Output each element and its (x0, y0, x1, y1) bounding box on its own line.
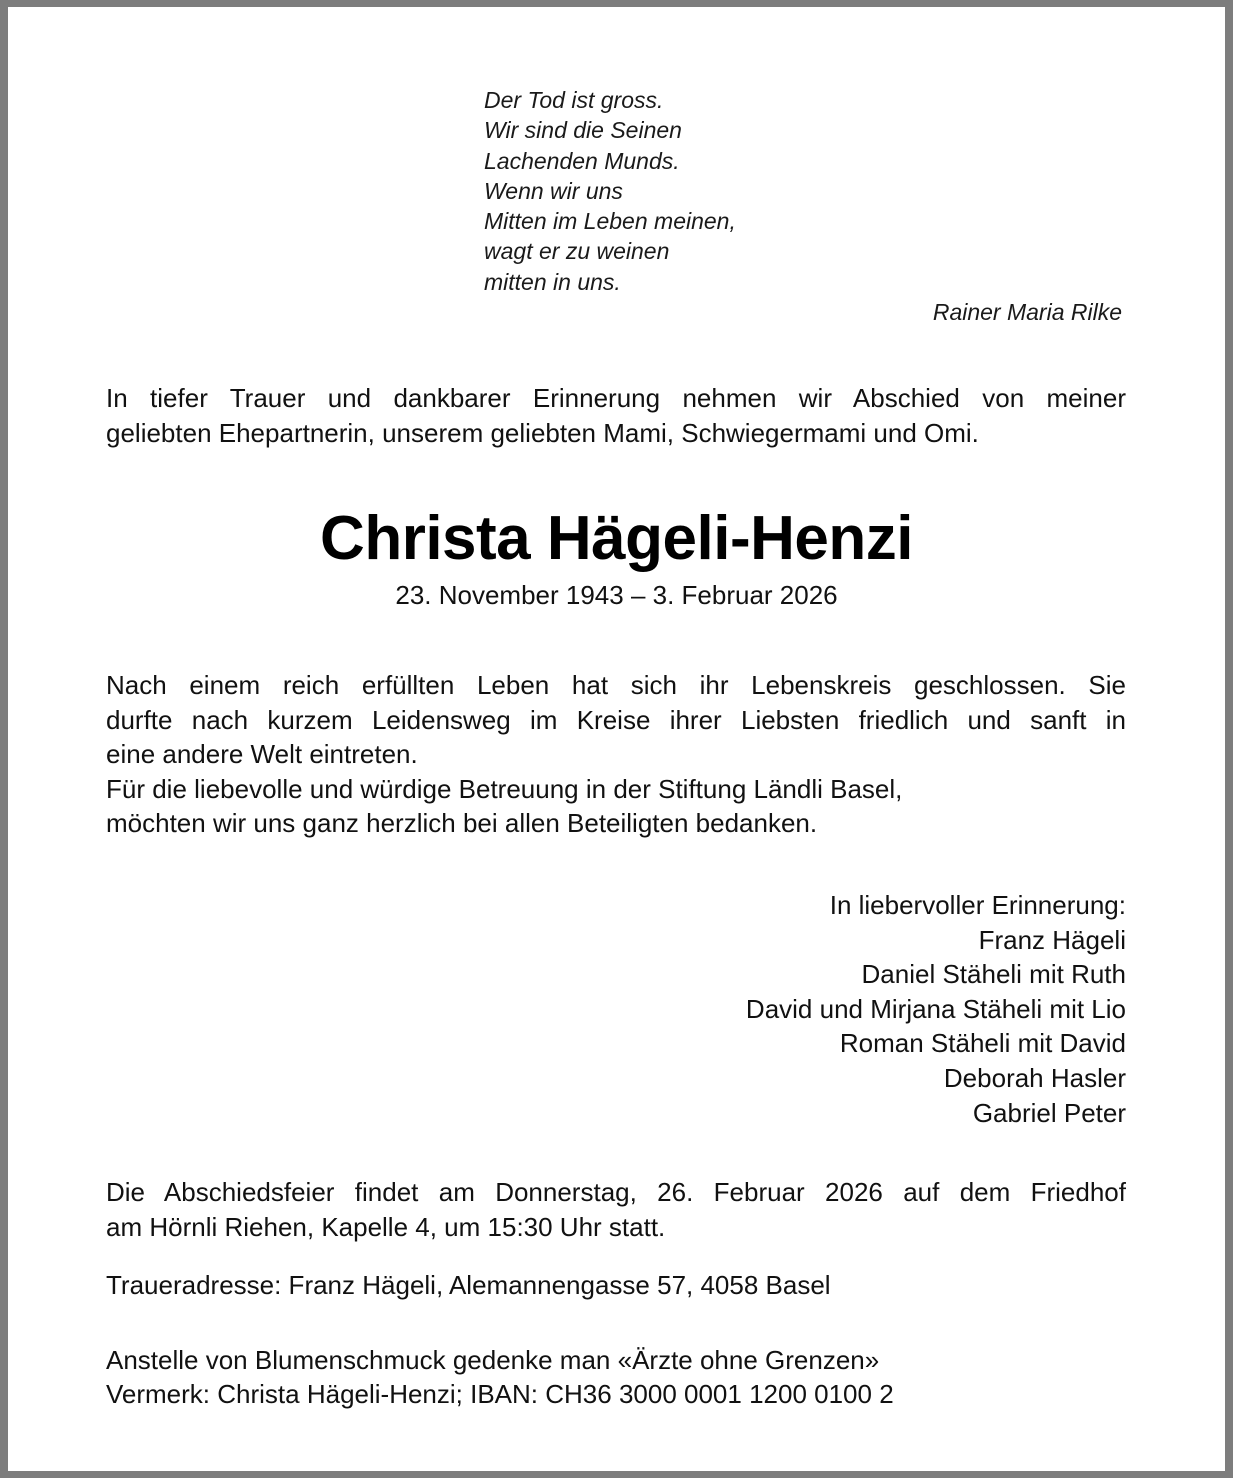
poem (484, 85, 1124, 297)
poem-line: Mitten im Leben meinen, (484, 208, 736, 235)
ceremony-line: Die Abschiedsfeier findet am Donnerstag, 26. Februar 2026 auf dem Friedhof (106, 1177, 1126, 1207)
ceremony-info (106, 1175, 1126, 1245)
obituary-page (8, 7, 1225, 1471)
poem-line: Lachenden Munds. (484, 147, 680, 174)
donation-line: Anstelle von Blumenschmuck gedenke man «Ärzte ohne Grenzen» (106, 1345, 880, 1375)
deceased-name: Christa Hägeli-Henzi (320, 504, 913, 573)
mourners-list (746, 888, 1126, 1130)
donation-iban: Vermerk: Christa Hägeli-Henzi; IBAN: CH36 3000 0001 1200 0100 2 (106, 1379, 894, 1409)
mourner-name: Deborah Hasler (943, 1062, 1126, 1093)
mourner-name: Roman Stäheli mit David (839, 1028, 1126, 1059)
poem-line: Wir sind die Seinen (484, 117, 682, 144)
tribute-paragraph (106, 668, 1126, 841)
mourners-heading: In liebervoller Erinnerung: (829, 890, 1126, 920)
tribute-line: durfte nach kurzem Leidensweg im Kreise ihrer Liebsten friedlich und sanft in (106, 704, 1126, 735)
intro-paragraph (106, 381, 1126, 451)
poem-line: wagt er zu weinen (484, 238, 670, 265)
poem-line: mitten in uns. (484, 268, 621, 295)
poem-line: Der Tod ist gross. (484, 87, 664, 113)
intro-line: geliebten Ehepartnerin, unserem geliebten Mami, Schwiegermami und Omi. (106, 418, 979, 448)
mourner-name: Gabriel Peter (972, 1097, 1126, 1128)
tribute-line: Nach einem reich erfüllten Leben hat sich ihr Lebenskreis geschlossen. Sie (106, 670, 1126, 700)
mourner-name: David und Mirjana Stäheli mit Lio (745, 993, 1126, 1024)
tribute-line: eine andere Welt eintreten. (106, 739, 418, 770)
life-dates: 23. November 1943 – 3. Februar 2026 (395, 580, 838, 610)
poem-author: Rainer Maria Rilke (932, 299, 1122, 325)
donation-info (106, 1343, 894, 1411)
tribute-line: Für die liebevolle und würdige Betreuung in der Stiftung Ländli Basel, (106, 773, 903, 804)
mourner-name: Franz Hägeli (978, 924, 1126, 955)
ceremony-line: am Hörnli Riehen, Kapelle 4, um 15:30 Uhr statt. (106, 1212, 666, 1242)
mourning-address: Traueradresse: Franz Hägeli, Alemannengasse 57, 4058 Basel (106, 1270, 831, 1300)
poem-line: Wenn wir uns (484, 177, 623, 204)
tribute-line: möchten wir uns ganz herzlich bei allen Beteiligten bedanken. (106, 808, 818, 839)
mourner-name: Daniel Stäheli mit Ruth (861, 959, 1126, 990)
intro-line: In tiefer Trauer und dankbarer Erinnerung nehmen wir Abschied von meiner (106, 383, 1126, 413)
